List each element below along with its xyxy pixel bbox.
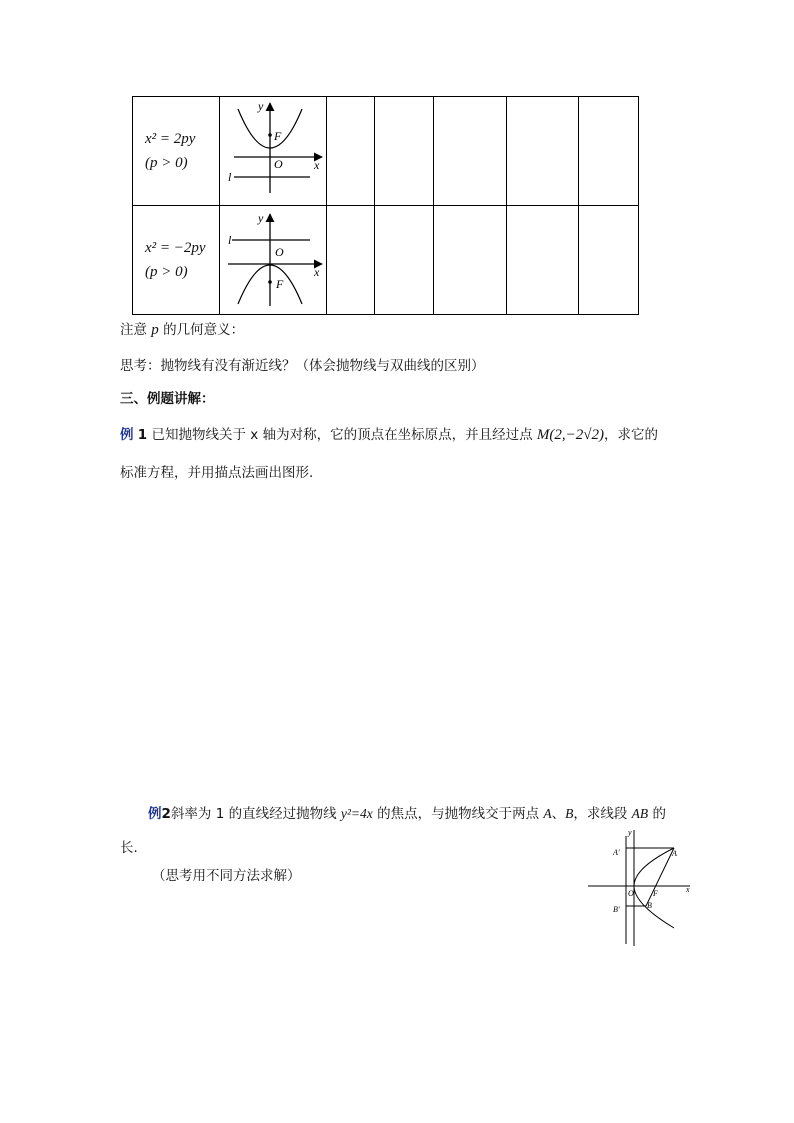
y-label: y [258,211,264,225]
empty-cell [507,97,579,206]
point-b: B [565,806,574,821]
condition: (p > 0) [145,155,188,171]
example2-line2: 长. [120,840,138,856]
equation-cell [133,97,220,206]
x-label: x [314,158,320,172]
example-number: 1 [137,427,148,443]
directrix-label: l [228,233,232,247]
example1-text-end: ，求它的 [603,427,658,443]
empty-cell [434,97,507,206]
section-heading: 三、例题讲解： [120,391,215,407]
x-label: x [686,885,690,894]
example1-line1 [120,423,658,444]
focus-label: F [276,277,284,291]
equation: x² = 2py [145,131,196,147]
focus-point [268,133,272,137]
equation-cell [133,206,220,315]
point-a: A [543,806,552,821]
example-label: 例 [120,427,134,443]
think-line: 思考：抛物线有没有渐近线？（体会抛物线与双曲线的区别） [120,358,485,374]
empty-cell [579,97,639,206]
example1-text: 已知抛物线关于 x 轴为对称，它的顶点在坐标原点，并且经过点 [151,427,533,443]
empty-cell [579,206,639,315]
parabola-table [132,96,639,315]
directrix-label: l [228,170,232,184]
graph-cell [220,206,327,315]
segment-ab: AB [631,806,649,821]
example-label: 例 [148,806,162,822]
y-label: y [628,828,632,837]
empty-cell [375,206,434,315]
b-label: B [647,901,652,910]
empty-cell [327,97,375,206]
empty-cell [507,206,579,315]
focus-point [268,280,272,284]
example2-text: 的焦点，与抛物线交于两点 [377,806,540,822]
point-m: M(2,−2√2) [536,427,604,443]
note-variable: p [151,322,159,338]
example2-text: ，求线段 [573,806,628,822]
table-row [133,97,639,206]
example2-hint: （思考用不同方法求解） [152,868,301,884]
condition: (p > 0) [145,264,188,280]
example-number: 2 [161,806,171,822]
empty-cell [375,97,434,206]
empty-cell [434,206,507,315]
parabola-down-figure [220,206,326,310]
graph-cell [220,97,327,206]
focal-chord-figure [586,826,696,950]
origin-label: O [274,157,283,171]
empty-cell [327,206,375,315]
example1-line2: 标准方程，并用描点法画出图形. [120,465,314,481]
focus-label: F [653,889,658,898]
a-label: A [672,849,677,858]
note-line [120,318,244,339]
example2-text: 的 [652,806,666,822]
a-prime-label: A' [613,848,620,857]
equation: x² = −2py [145,240,206,256]
note-prefix: 注意 [120,322,147,338]
table-row [133,206,639,315]
x-label: x [314,265,320,279]
origin-label: O [628,889,634,898]
example2-line1 [148,802,666,822]
separator: 、 [551,806,566,822]
example2-text: 斜率为 1 的直线经过抛物线 [170,806,337,822]
y-label: y [258,99,264,113]
parabola-equation: y²=4x [340,806,373,821]
origin-label: O [275,245,284,259]
b-prime-label: B' [613,905,620,914]
note-suffix: 的几何意义： [163,322,245,338]
chord-ab [646,848,674,906]
parabola-up-figure [220,97,326,201]
focus-label: F [274,129,282,143]
